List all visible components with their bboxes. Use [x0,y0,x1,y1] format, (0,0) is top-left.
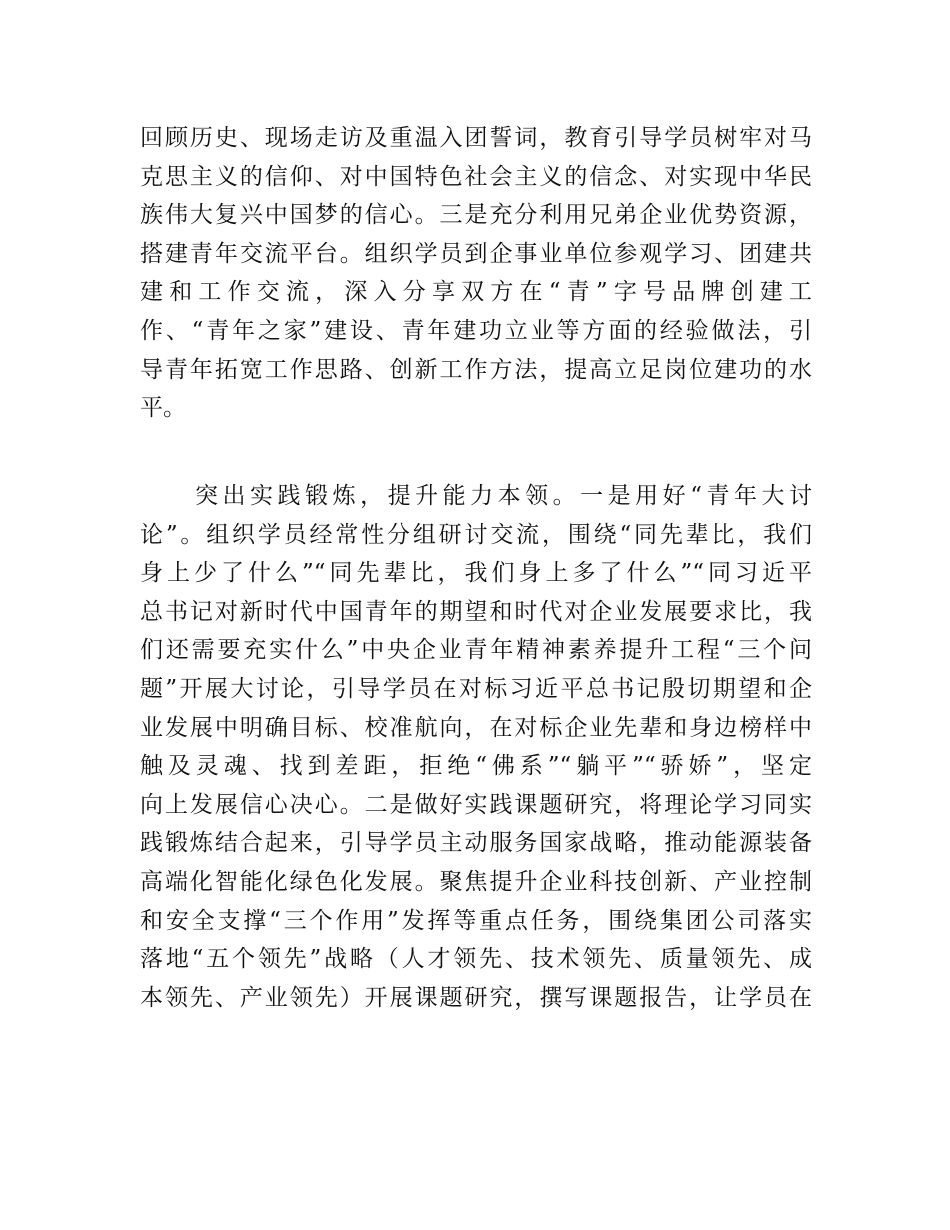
paragraph-line: 业发展中明确目标、校准航向，在对标企业先辈和身边榜样中 [140,714,812,741]
paragraph-line: 总书记对新时代中国青年的期望和时代对企业发展要求比，我 [140,598,812,625]
paragraph-line: 导青年拓宽工作思路、创新工作方法，提高立足岗位建功的水 [140,356,812,383]
paragraph-line: 向上发展信心决心。二是做好实践课题研究，将理论学习同实 [140,791,812,818]
paragraph-line: 突出实践锻炼，提升能力本领。一是用好“青年大讨 [140,483,812,509]
paragraph-line: 触及灵魂、找到差距，拒绝“佛系”“躺平”“骄娇”，坚定 [140,753,812,780]
paragraph-line: 族伟大复兴中国梦的信心。三是充分利用兄弟企业优势资源， [140,202,812,229]
paragraph-line: 建和工作交流，深入分享双方在“青”字号品牌创建工 [140,279,812,306]
paragraph-line: 作、“青年之家”建设、青年建功立业等方面的经验做法，引 [140,317,812,344]
paragraph-line: 践锻炼结合起来，引导学员主动服务国家战略，推动能源装备 [140,830,812,857]
paragraph-line: 克思主义的信仰、对中国特色社会主义的信念、对实现中华民 [140,163,812,190]
paragraph-1 [140,119,812,428]
paragraph-line: 回顾历史、现场走访及重温入团誓词，教育引导学员树牢对马 [140,125,812,151]
paragraph-line: 平。 [140,395,186,422]
paragraph-2 [140,477,812,1017]
paragraph-line: 和安全支撑“三个作用”发挥等重点任务，围绕集团公司落实 [140,907,812,934]
paragraph-line: 题”开展大讨论，引导学员在对标习近平总书记殷切期望和企 [140,675,812,702]
paragraph-line: 本领先、产业领先）开展课题研究，撰写课题报告，让学员在 [140,984,812,1011]
paragraph-line: 身上少了什么”“同先辈比，我们身上多了什么”“同习近平 [140,560,812,587]
paragraph-line: 高端化智能化绿色化发展。聚焦提升企业科技创新、产业控制 [140,868,812,895]
paragraph-line: 搭建青年交流平台。组织学员到企事业单位参观学习、团建共 [140,240,812,267]
paragraph-line: 落地“五个领先”战略（人才领先、技术领先、质量领先、成 [140,946,812,973]
paragraph-line: 们还需要充实什么”中央企业青年精神素养提升工程“三个问 [140,637,812,664]
paragraph-line: 论”。组织学员经常性分组研讨交流，围绕“同先辈比，我们 [140,521,812,548]
